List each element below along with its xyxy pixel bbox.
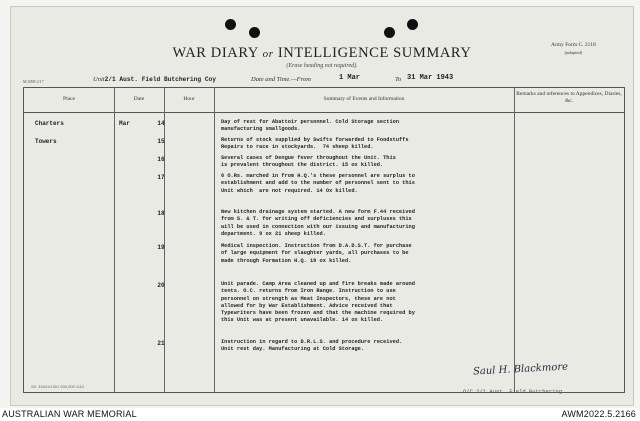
form-number-note: (adapted) [564,50,583,55]
unit-value: 2/1 Aust. Field Butchering Coy [104,76,216,83]
row-entry: Instruction in regard to D.R.L.S. and procedure received. Unit rest day. Manufacturing at Cold Storage. [221,339,403,353]
header-date: Date [133,96,145,102]
date-to-label-wrap [395,75,401,83]
form-reference [551,41,596,57]
footer-institution: AUSTRALIAN WAR MEMORIAL [2,409,137,419]
column-divider [214,88,215,392]
row-place: Charters [35,120,64,127]
row-day: 20 [157,282,165,289]
row-entry: Medical inspection. Instruction from D.A.D.S.T. for purchase of large equipment for slaughter yards, all purchases to be made through Formation H.Q. 19 ox killed. [221,243,412,264]
header-hour: Hour [183,96,195,102]
row-month: Mar [119,120,130,127]
date-to-label: To [395,76,402,83]
signature: Saul H. Blackmore [472,361,569,378]
row-day: 19 [157,244,165,251]
row-entry: 6 O.Rs. marched in from H.Q.'s these personnel are surplus to establishment and add to the number of personnel sent to this Unit which are not required. 14 Ox killed. [221,173,415,194]
punch-hole [407,19,418,30]
punch-hole [225,19,236,30]
column-divider [114,88,115,392]
row-entry: Several cases of Dengue fever throughout the Unit. This is prevalent throughout the district. 15 ox killed. [221,155,396,169]
title-war-diary: WAR DIARY [172,45,259,61]
form-subtitle: (Erase heading not required). [286,63,358,69]
title-intelligence-summary: INTELLIGENCE SUMMARY [277,45,472,61]
date-from-label: Date and Time.—From [251,76,311,83]
row-entry: Unit parade. Camp Area cleaned up and fire breaks made around tents. O.C. returns from Iron Range. Instruction to use personnel on strength as Meat Inspectors, these are not allowed for by War Establishment. Advice received that Typewriters have been frozen and that the machine required by this Unit was at present unavailable. 14 ox killed. [221,281,415,324]
footer-bar [0,408,640,421]
printer-stamp: Wt. 31541/1391 500,000 1/43 [31,384,84,389]
header-place: Place [63,96,75,102]
date-from-value: 1 Mar [339,74,361,82]
print-code: M.3098 2/17 [23,79,44,84]
row-day: 18 [157,210,165,217]
row-day: 16 [157,156,165,163]
row-day: 15 [157,138,165,145]
title-or: or [262,48,274,60]
header-summary: Summary of Events and Information [323,96,405,102]
form-title [11,45,633,62]
header-remarks: Remarks and references to Appendices, Diaries, &c. [516,91,622,104]
row-place: Towers [35,138,57,145]
war-diary-sheet [10,6,634,406]
row-entry: New kitchen drainage system started. A new form F.44 received from S. & T. for writing off deficiencies and surpluses this will be used in connection with our issuing and manufacturing department. 9 ox 21 sheep killed. [221,209,415,237]
footer-accession-number: AWM2022.5.2166 [561,409,636,419]
row-day: 17 [157,174,165,181]
row-entry: Day of rest for Abattoir personnel. Cold Storage section manufacturing smallgoods. [221,119,400,133]
row-day: 21 [157,340,165,347]
unit-label: Unit [93,76,105,83]
date-to-value: 31 Mar 1943 [407,74,454,82]
signature-unit: O/C 2/1 Aust. Field Butchering [463,388,563,395]
form-number: Army Form C. 2118 [551,42,596,48]
row-entry: Returns of stock supplied by Swifts forwarded to Foodstuffs Repairs to race in stockyards. 74 sheep killed. [221,137,409,151]
date-from-label-wrap [251,75,311,83]
punch-hole [249,27,260,38]
unit-field [93,75,216,83]
punch-hole [384,27,395,38]
column-divider [514,88,515,392]
row-day: 14 [157,120,165,127]
